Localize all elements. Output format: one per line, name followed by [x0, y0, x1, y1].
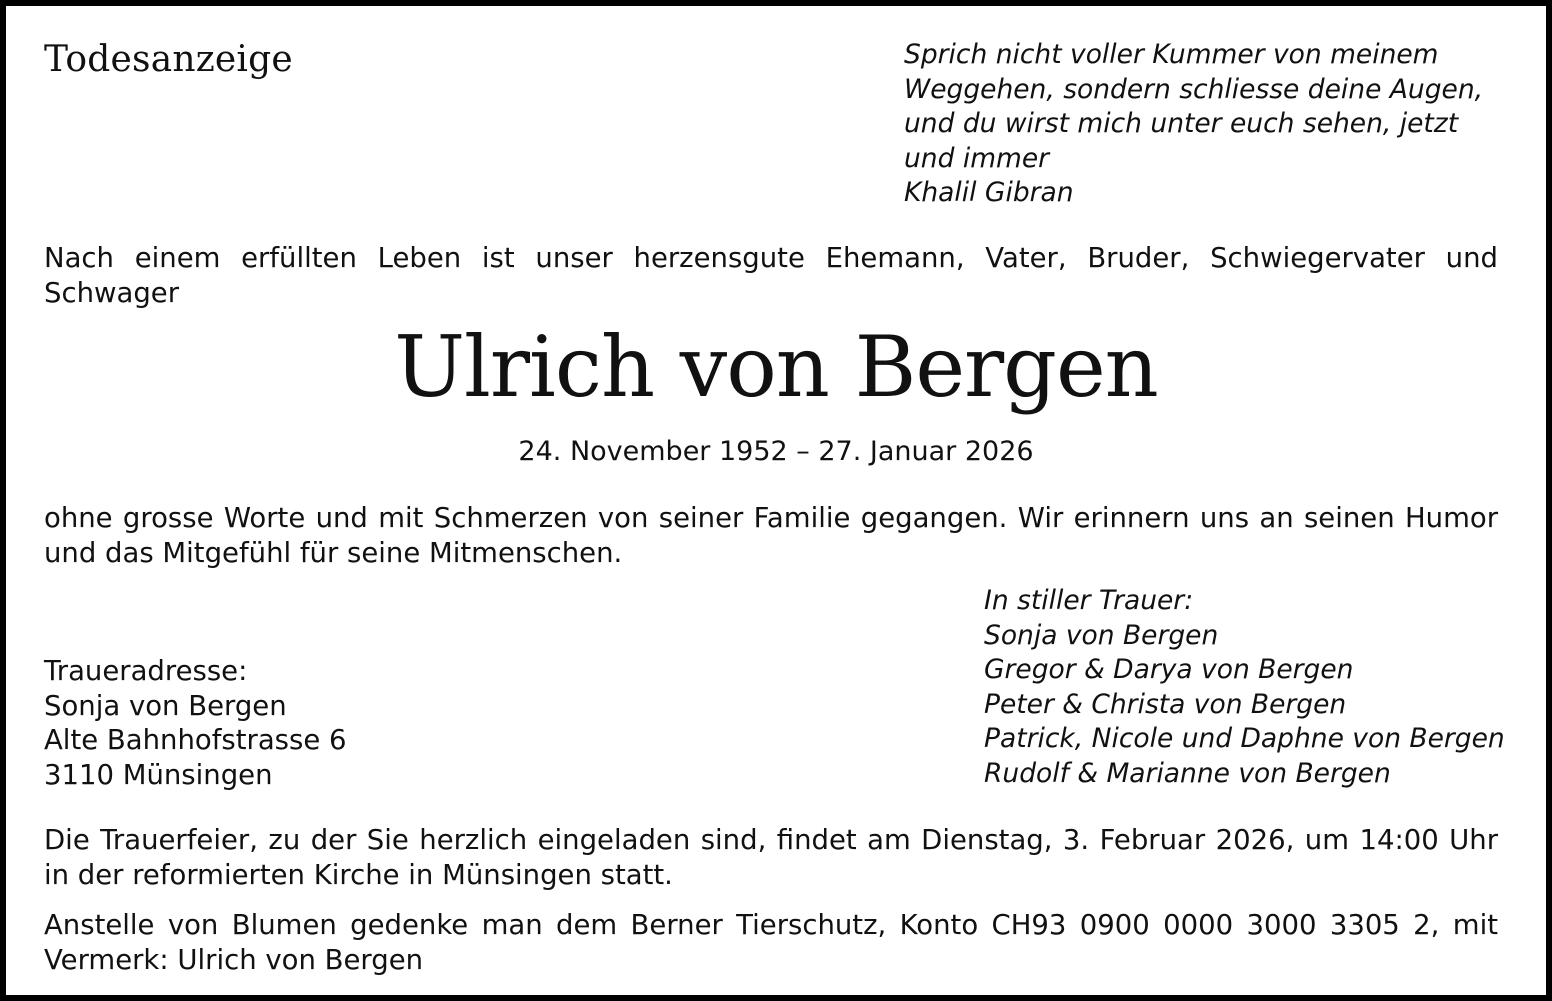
donation-paragraph: Anstelle von Blumen gedenke man dem Berner Tierschutz, Konto CH93 0900 0000 3000 3305 2, mit Vermerk: Ulrich von Bergen: [44, 909, 1498, 976]
notice-title: Todesanzeige: [44, 39, 293, 80]
mourner-name: Rudolf & Marianne von Bergen: [984, 757, 1391, 789]
mourner-name: Sonja von Bergen: [984, 619, 1219, 651]
address-heading: Traueradresse:: [44, 655, 248, 687]
address-street: Alte Bahnhofstrasse 6: [44, 724, 347, 757]
deceased-name: Ulrich von Bergen: [394, 318, 1158, 416]
address-name: Sonja von Bergen: [44, 689, 287, 722]
quote-line: und immer: [904, 142, 1050, 174]
intro-paragraph: Nach einem erfüllten Leben ist unser herzensgute Ehemann, Vater, Bruder, Schwiegervater und Schwager: [44, 242, 1498, 309]
mourner-name: Patrick, Nicole und Daphne von Bergen: [984, 723, 1505, 755]
mourner-name: Peter & Christa von Bergen: [984, 688, 1347, 720]
mourner-name: Gregor & Darya von Bergen: [984, 654, 1354, 686]
ceremony-paragraph: Die Trauerfeier, zu der Sie herzlich eingeladen sind, findet am Dienstag, 3. Februar 2026, um 14:00 Uhr in der reformierten Kirche in Münsingen statt.: [44, 824, 1498, 891]
mourners-list: [984, 584, 1524, 792]
quote-line: Sprich nicht voller Kummer von meinem: [904, 39, 1439, 70]
quote-line: Weggehen, sondern schliesse deine Augen,: [904, 73, 1484, 105]
body-paragraph: ohne grosse Worte und mit Schmerzen von seiner Familie gegangen. Wir erinnern uns an seinen Humor und das Mitgefühl für seine Mitmenschen.: [44, 502, 1498, 569]
quote-line: und du wirst mich unter euch sehen, jetzt: [904, 108, 1459, 139]
life-dates: 24. November 1952 – 27. Januar 2026: [518, 436, 1034, 467]
address-city: 3110 Münsingen: [44, 758, 273, 791]
mourning-address: [44, 654, 644, 792]
quote-author: Khalil Gibran: [904, 177, 1074, 208]
mourners-heading: In stiller Trauer:: [984, 585, 1194, 616]
memorial-quote: [904, 38, 1524, 211]
